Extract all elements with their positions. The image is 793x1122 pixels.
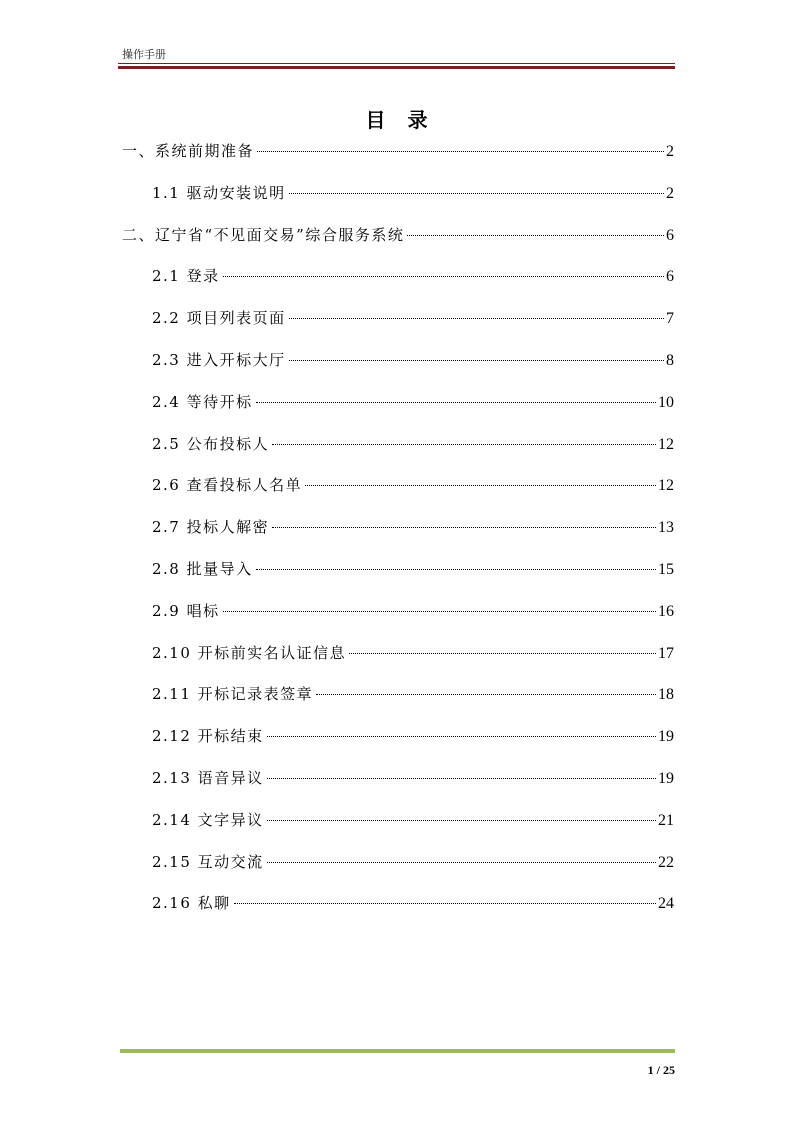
toc-dot-leader bbox=[256, 402, 656, 403]
toc-entry-label: 2.1 登录 bbox=[152, 267, 220, 286]
toc-entry-label: 2.11 开标记录表签章 bbox=[152, 685, 314, 704]
toc-entry-page: 17 bbox=[658, 644, 674, 662]
toc-entry[interactable] bbox=[152, 892, 674, 916]
toc-dot-leader bbox=[349, 653, 656, 654]
toc-entry-page: 12 bbox=[658, 477, 674, 495]
toc-entry-page: 21 bbox=[658, 811, 674, 829]
toc-dot-leader bbox=[257, 151, 664, 152]
toc-entry[interactable] bbox=[152, 433, 674, 457]
toc-entry-label: 2.14 文字异议 bbox=[152, 810, 264, 829]
toc-entry-label: 2.8 批量导入 bbox=[152, 560, 253, 578]
toc-entry-page: 15 bbox=[658, 561, 674, 578]
toc-entry[interactable] bbox=[152, 683, 674, 707]
toc-entry[interactable] bbox=[152, 182, 674, 206]
toc-dot-leader bbox=[272, 527, 656, 528]
toc-entry-page: 13 bbox=[658, 519, 674, 537]
toc-dot-leader bbox=[223, 611, 656, 612]
toc-dot-leader bbox=[267, 736, 656, 737]
toc-entry-page: 22 bbox=[658, 853, 674, 871]
toc-dot-leader bbox=[305, 485, 656, 486]
toc-dot-leader bbox=[223, 276, 664, 277]
toc-entry-label: 2.9 唱标 bbox=[152, 601, 220, 620]
toc-dot-leader bbox=[316, 694, 656, 695]
toc-entry[interactable] bbox=[152, 474, 674, 498]
toc-dot-leader bbox=[289, 318, 664, 319]
footer-rule bbox=[120, 1049, 675, 1053]
toc-dot-leader bbox=[267, 778, 656, 779]
toc-entry[interactable] bbox=[152, 851, 674, 875]
toc-entry[interactable] bbox=[152, 767, 674, 791]
toc-entry-page: 7 bbox=[666, 310, 674, 328]
running-header: 操作手册 bbox=[122, 48, 166, 61]
toc-entry-page: 18 bbox=[658, 686, 674, 704]
toc-entry-page: 19 bbox=[658, 770, 674, 787]
toc-entry-label: 2.16 私聊 bbox=[152, 894, 231, 913]
toc-entry-page: 8 bbox=[666, 352, 674, 369]
toc-title: 目录 bbox=[365, 108, 450, 132]
toc-dot-leader bbox=[267, 862, 656, 863]
toc-entry[interactable] bbox=[152, 642, 674, 666]
toc-entry[interactable] bbox=[152, 349, 674, 373]
toc-dot-leader bbox=[272, 444, 656, 445]
header-rule-thick bbox=[118, 66, 675, 69]
toc-entry[interactable] bbox=[152, 391, 674, 415]
toc-entry-page: 2 bbox=[666, 143, 674, 160]
toc-entry[interactable] bbox=[152, 600, 674, 624]
toc-entry[interactable] bbox=[122, 224, 674, 248]
page-number: 1 / 25 bbox=[647, 1063, 675, 1077]
toc-entry-label: 2.6 查看投标人名单 bbox=[152, 476, 303, 495]
toc-entry[interactable] bbox=[152, 809, 674, 833]
toc-dot-leader bbox=[407, 235, 664, 236]
toc-dot-leader bbox=[289, 193, 664, 194]
toc-dot-leader bbox=[234, 903, 656, 904]
toc-entry-label: 2.3 进入开标大厅 bbox=[152, 351, 286, 369]
toc-entry-label: 一、系统前期准备 bbox=[122, 142, 255, 160]
toc-entry-label: 2.12 开标结束 bbox=[152, 727, 264, 746]
toc-dot-leader bbox=[267, 820, 656, 821]
toc-entry-page: 24 bbox=[658, 895, 674, 913]
toc-dot-leader bbox=[289, 360, 664, 361]
toc-entry-label: 2.15 互动交流 bbox=[152, 852, 264, 871]
toc-entry[interactable] bbox=[152, 307, 674, 331]
toc-entry[interactable] bbox=[152, 558, 674, 582]
toc-entry[interactable] bbox=[152, 265, 674, 289]
toc-entry-label: 二、辽宁省“不见面交易”综合服务系统 bbox=[122, 225, 405, 244]
toc-entry-page: 12 bbox=[658, 435, 674, 453]
toc-entry-page: 6 bbox=[666, 268, 674, 286]
toc-entry-page: 19 bbox=[658, 728, 674, 746]
toc-entry-label: 1.1 驱动安装说明 bbox=[152, 183, 286, 202]
toc-entry-label: 2.4 等待开标 bbox=[152, 392, 253, 411]
toc-entry-label: 2.5 公布投标人 bbox=[152, 434, 270, 453]
header-rule bbox=[118, 63, 675, 64]
toc-entry-label: 2.7 投标人解密 bbox=[152, 518, 270, 537]
toc-entry[interactable] bbox=[152, 516, 674, 540]
toc-entry[interactable] bbox=[122, 140, 674, 164]
toc-entry[interactable] bbox=[152, 725, 674, 749]
toc-entry-label: 2.2 项目列表页面 bbox=[152, 309, 286, 328]
toc-dot-leader bbox=[256, 569, 656, 570]
toc-entry-page: 10 bbox=[658, 393, 674, 411]
toc-entry-page: 2 bbox=[666, 184, 674, 202]
toc-entry-page: 16 bbox=[658, 602, 674, 620]
toc-entry-label: 2.10 开标前实名认证信息 bbox=[152, 643, 347, 662]
toc-entry-label: 2.13 语音异议 bbox=[152, 769, 264, 787]
toc-entry-page: 6 bbox=[666, 226, 674, 244]
